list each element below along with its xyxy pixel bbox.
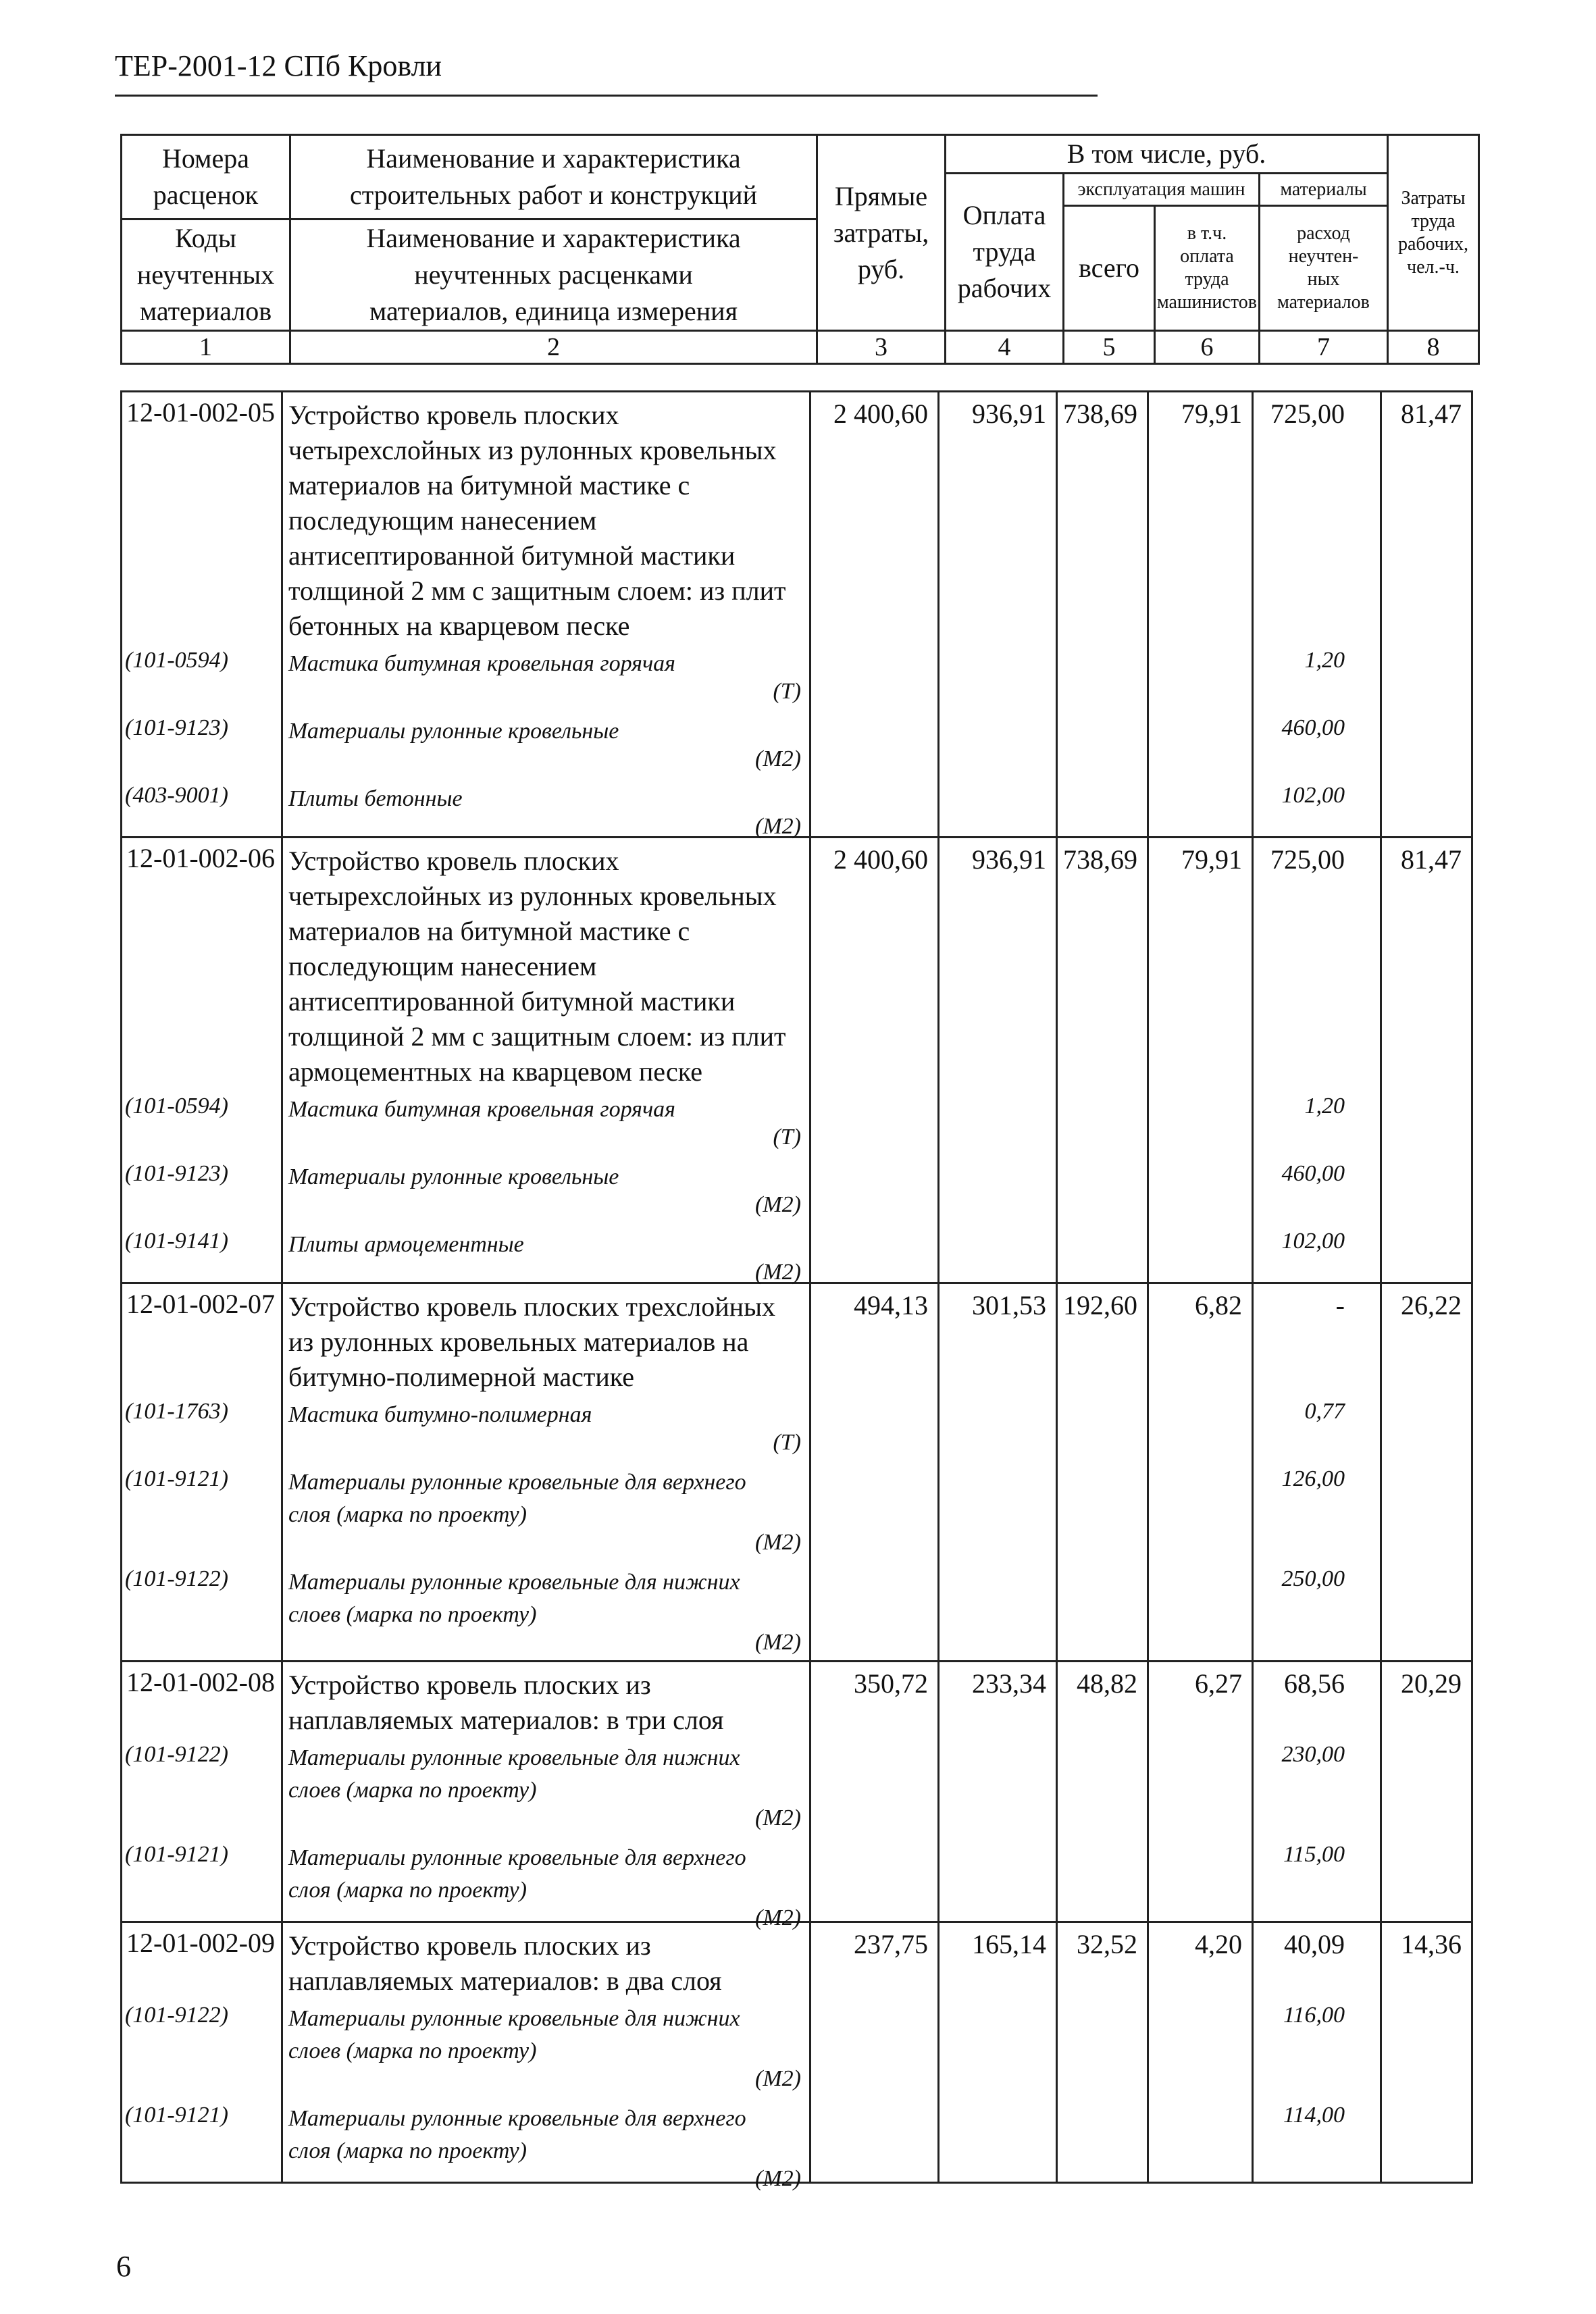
table-row bbox=[122, 838, 1472, 1283]
material-code: (101-9141) bbox=[125, 1229, 228, 1254]
labor-hours: 81,47 bbox=[1401, 844, 1462, 875]
col-header-machines: эксплуатация машин bbox=[1064, 174, 1260, 206]
col-header-6: в т.ч. оплата труда машинистов bbox=[1155, 206, 1260, 331]
direct-costs: 350,72 bbox=[854, 1668, 928, 1699]
col-header-materials: материалы bbox=[1260, 174, 1388, 206]
col-number-1: 1 bbox=[122, 331, 290, 364]
material-code: (101-0594) bbox=[125, 1094, 228, 1119]
labor-hours-cell bbox=[1381, 1922, 1472, 2183]
labor-hours: 20,29 bbox=[1401, 1668, 1462, 1699]
material-quantity: 230,00 bbox=[1281, 1742, 1345, 1767]
col-number-2: 2 bbox=[290, 331, 817, 364]
col-number-6: 6 bbox=[1155, 331, 1260, 364]
material-quantity: 126,00 bbox=[1281, 1466, 1345, 1491]
work-description: Устройство кровель плоских трехслойных из рулонных кровельных материалов на битумно-полимерной мастике bbox=[288, 1291, 775, 1392]
col-header-7: расход неучтен- ных материалов bbox=[1260, 206, 1388, 331]
material-quantity: 1,20 bbox=[1304, 1094, 1345, 1119]
rate-code: 12-01-002-08 bbox=[126, 1667, 275, 1697]
col-header-group: В том числе, руб. bbox=[946, 135, 1388, 174]
operators-pay: 4,20 bbox=[1195, 1929, 1242, 1959]
rates-table bbox=[120, 390, 1473, 2191]
labor-pay-cell bbox=[939, 1662, 1057, 1922]
material-code: (101-9121) bbox=[125, 2103, 228, 2128]
operators-pay-cell bbox=[1148, 1922, 1253, 2183]
material-name: Материалы рулонные кровельные для верхнего слоя (марка по проекту) bbox=[288, 2106, 746, 2163]
direct-costs-cell bbox=[810, 1283, 939, 1662]
labor-pay: 233,34 bbox=[972, 1668, 1046, 1699]
labor-hours: 14,36 bbox=[1401, 1929, 1462, 1959]
table-row bbox=[122, 1662, 1472, 1922]
col-header-3: Прямые затраты, руб. bbox=[817, 135, 946, 331]
material-unit: (М2) bbox=[755, 1905, 801, 1930]
labor-hours: 26,22 bbox=[1401, 1290, 1462, 1320]
labor-hours-cell bbox=[1381, 1283, 1472, 1662]
labor-hours-cell bbox=[1381, 392, 1472, 838]
work-description: Устройство кровель плоских из наплавляемых материалов: в три слоя bbox=[288, 1670, 724, 1735]
col-number-3: 3 bbox=[817, 331, 946, 364]
machines-total-cell bbox=[1057, 392, 1148, 838]
material-name: Материалы рулонные кровельные для верхнего слоя (марка по проекту) bbox=[288, 1470, 746, 1527]
materials-cost: 68,56 bbox=[1284, 1668, 1345, 1699]
col-number-4: 4 bbox=[946, 331, 1064, 364]
material-quantity: 102,00 bbox=[1281, 783, 1345, 808]
materials-cost: 40,09 bbox=[1284, 1929, 1345, 1959]
material-unit: (М2) bbox=[755, 814, 801, 839]
direct-costs-cell bbox=[810, 1922, 939, 2183]
labor-pay-cell bbox=[939, 838, 1057, 1283]
rate-code-cell bbox=[122, 392, 282, 838]
work-description-cell bbox=[282, 838, 810, 1283]
material-code: (101-9122) bbox=[125, 2003, 228, 2028]
material-name: Материалы рулонные кровельные для нижних слоев (марка по проекту) bbox=[288, 1570, 740, 1627]
material-unit: (Т) bbox=[773, 679, 801, 704]
operators-pay: 79,91 bbox=[1181, 398, 1242, 429]
col-header-2-top: Наименование и характеристика строительных работ и конструкций bbox=[290, 135, 817, 220]
material-quantity: 250,00 bbox=[1281, 1566, 1345, 1591]
materials-cell bbox=[1253, 1283, 1381, 1662]
labor-hours: 81,47 bbox=[1401, 398, 1462, 429]
col-header-1-bottom: Коды неучтенных материалов bbox=[122, 220, 290, 331]
materials-cell bbox=[1253, 838, 1381, 1283]
machines-total: 738,69 bbox=[1063, 844, 1137, 875]
material-name: Плиты бетонные bbox=[288, 786, 463, 811]
material-name: Материалы рулонные кровельные bbox=[288, 719, 619, 744]
rate-code: 12-01-002-06 bbox=[126, 843, 275, 873]
operators-pay: 6,27 bbox=[1195, 1668, 1242, 1699]
labor-pay: 301,53 bbox=[972, 1290, 1046, 1320]
labor-pay: 936,91 bbox=[972, 844, 1046, 875]
material-quantity: 115,00 bbox=[1283, 1842, 1345, 1867]
material-code: (101-9121) bbox=[125, 1466, 228, 1491]
labor-pay: 165,14 bbox=[972, 1929, 1046, 1959]
rate-code-cell bbox=[122, 1922, 282, 2183]
material-code: (101-9121) bbox=[125, 1842, 228, 1867]
material-name: Мастика битумно-полимерная bbox=[288, 1402, 592, 1427]
direct-costs-cell bbox=[810, 838, 939, 1283]
col-header-8: Затраты труда рабочих, чел.-ч. bbox=[1388, 135, 1479, 331]
material-unit: (М2) bbox=[755, 1530, 801, 1555]
work-description-cell bbox=[282, 1662, 810, 1930]
direct-costs-cell bbox=[810, 1662, 939, 1922]
labor-hours-cell bbox=[1381, 1662, 1472, 1922]
material-quantity: 1,20 bbox=[1304, 648, 1345, 673]
work-description-cell bbox=[282, 1283, 810, 1662]
direct-costs-cell bbox=[810, 392, 939, 838]
operators-pay-cell bbox=[1148, 1662, 1253, 1922]
material-quantity: 116,00 bbox=[1283, 2003, 1345, 2028]
material-unit: (М2) bbox=[755, 2066, 801, 2091]
machines-total: 32,52 bbox=[1077, 1929, 1137, 1959]
labor-pay-cell bbox=[939, 392, 1057, 838]
material-code: (101-9123) bbox=[125, 715, 228, 740]
table-row bbox=[122, 1922, 1472, 2183]
operators-pay: 79,91 bbox=[1181, 844, 1242, 875]
work-description: Устройство кровель плоских из наплавляемых материалов: в два слоя bbox=[288, 1930, 722, 1996]
materials-cost: 725,00 bbox=[1270, 398, 1345, 429]
col-number-8: 8 bbox=[1388, 331, 1479, 364]
rate-code-cell bbox=[122, 838, 282, 1283]
labor-pay: 936,91 bbox=[972, 398, 1046, 429]
operators-pay-cell bbox=[1148, 1283, 1253, 1662]
material-unit: (М2) bbox=[755, 2166, 801, 2191]
col-number-7: 7 bbox=[1260, 331, 1388, 364]
work-description: Устройство кровель плоских четырехслойных из рулонных кровельных материалов на битумной мастике с последующим нанесением антисептированной битумной мастики толщиной 2 мм с защитным слоем: из плит армоцементных на кварцевом песке bbox=[288, 846, 786, 1087]
page-header-title: ТЕР-2001-12 СПб Кровли bbox=[115, 49, 442, 82]
material-name: Материалы рулонные кровельные bbox=[288, 1164, 619, 1189]
material-name: Материалы рулонные кровельные для нижних слоев (марка по проекту) bbox=[288, 2006, 740, 2063]
rate-code-cell bbox=[122, 1283, 282, 1662]
rate-code: 12-01-002-07 bbox=[126, 1289, 275, 1319]
material-name: Мастика битумная кровельная горячая bbox=[288, 651, 675, 676]
table-row bbox=[122, 392, 1472, 838]
material-unit: (М2) bbox=[755, 1630, 801, 1655]
rate-code-cell bbox=[122, 1662, 282, 1922]
labor-hours-cell bbox=[1381, 838, 1472, 1283]
material-code: (101-1763) bbox=[125, 1399, 228, 1424]
col-header-5: всего bbox=[1064, 206, 1155, 331]
material-name: Плиты армоцементные bbox=[288, 1232, 524, 1257]
materials-cell bbox=[1253, 392, 1381, 838]
operators-pay: 6,82 bbox=[1195, 1290, 1242, 1320]
operators-pay-cell bbox=[1148, 392, 1253, 838]
col-header-2-bottom: Наименование и характеристика неучтенных расценками материалов, единица измерения bbox=[290, 220, 817, 331]
material-unit: (М2) bbox=[755, 1260, 801, 1285]
material-code: (403-9001) bbox=[125, 783, 228, 808]
rate-code: 12-01-002-09 bbox=[126, 1928, 275, 1958]
materials-cell bbox=[1253, 1662, 1381, 1922]
material-code: (101-9122) bbox=[125, 1566, 228, 1591]
table-header bbox=[120, 134, 1480, 365]
machines-total: 192,60 bbox=[1063, 1290, 1137, 1320]
material-unit: (М2) bbox=[755, 746, 801, 771]
table-row bbox=[122, 1283, 1472, 1662]
material-unit: (Т) bbox=[773, 1125, 801, 1150]
materials-cell bbox=[1253, 1922, 1381, 2183]
rate-code: 12-01-002-05 bbox=[126, 397, 275, 428]
work-description: Устройство кровель плоских четырехслойных из рулонных кровельных материалов на битумной мастике с последующим нанесением антисептированной битумной мастики толщиной 2 мм с защитным слоем: из плит бетонных на кварцевом песке bbox=[288, 400, 786, 641]
materials-cost: 725,00 bbox=[1270, 844, 1345, 875]
page-number: 6 bbox=[116, 2250, 131, 2283]
material-unit: (М2) bbox=[755, 1192, 801, 1217]
header-rule bbox=[115, 95, 1098, 97]
material-code: (101-9122) bbox=[125, 1742, 228, 1767]
labor-pay-cell bbox=[939, 1283, 1057, 1662]
col-header-1-top: Номера расценок bbox=[122, 135, 290, 220]
direct-costs: 2 400,60 bbox=[833, 398, 928, 429]
materials-cost: - bbox=[1335, 1290, 1345, 1320]
work-description-cell bbox=[282, 1922, 810, 2191]
material-name: Материалы рулонные кровельные для нижних слоев (марка по проекту) bbox=[288, 1745, 740, 1803]
work-description-cell bbox=[282, 392, 810, 838]
material-code: (101-9123) bbox=[125, 1161, 228, 1186]
material-quantity: 0,77 bbox=[1304, 1399, 1345, 1424]
material-name: Мастика битумная кровельная горячая bbox=[288, 1097, 675, 1122]
machines-total-cell bbox=[1057, 1662, 1148, 1922]
col-header-4: Оплата труда рабочих bbox=[946, 174, 1064, 331]
material-quantity: 102,00 bbox=[1281, 1229, 1345, 1254]
material-quantity: 114,00 bbox=[1283, 2103, 1345, 2128]
machines-total: 48,82 bbox=[1077, 1668, 1137, 1699]
material-code: (101-0594) bbox=[125, 648, 228, 673]
direct-costs: 237,75 bbox=[854, 1929, 928, 1959]
material-name: Материалы рулонные кровельные для верхнего слоя (марка по проекту) bbox=[288, 1845, 746, 1903]
labor-pay-cell bbox=[939, 1922, 1057, 2183]
machines-total-cell bbox=[1057, 1922, 1148, 2183]
direct-costs: 494,13 bbox=[854, 1290, 928, 1320]
operators-pay-cell bbox=[1148, 838, 1253, 1283]
material-unit: (М2) bbox=[755, 1805, 801, 1830]
col-number-5: 5 bbox=[1064, 331, 1155, 364]
direct-costs: 2 400,60 bbox=[833, 844, 928, 875]
machines-total-cell bbox=[1057, 838, 1148, 1283]
material-quantity: 460,00 bbox=[1281, 1161, 1345, 1186]
material-quantity: 460,00 bbox=[1281, 715, 1345, 740]
machines-total: 738,69 bbox=[1063, 398, 1137, 429]
machines-total-cell bbox=[1057, 1283, 1148, 1662]
material-unit: (Т) bbox=[773, 1430, 801, 1455]
